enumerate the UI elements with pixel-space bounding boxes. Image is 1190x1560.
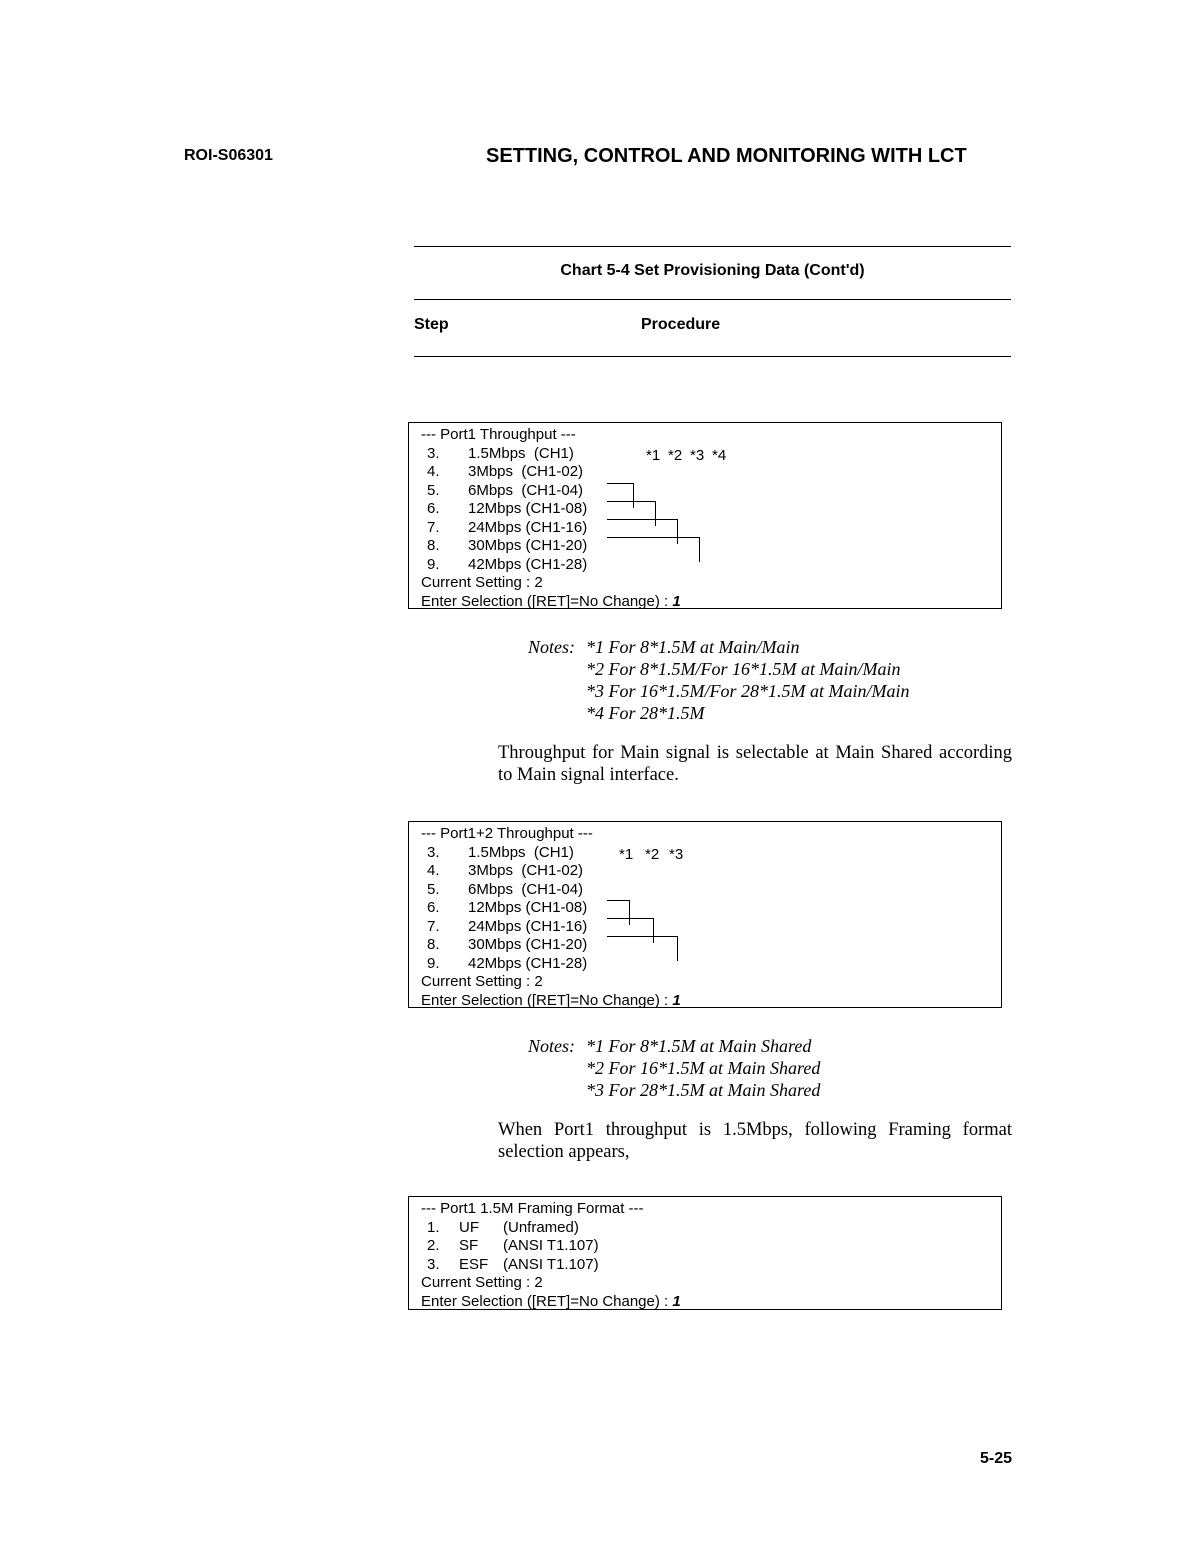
- selection-prompt: Enter Selection ([RET]=No Change) : 1: [421, 1292, 681, 1310]
- rule-top: [414, 246, 1011, 247]
- current-setting: Current Setting : 2: [421, 574, 543, 591]
- note-line: *4 For 28*1.5M: [586, 703, 705, 723]
- selection-input: 1: [672, 991, 681, 1009]
- rule-mid: [414, 299, 1011, 300]
- column-procedure: Procedure: [641, 316, 721, 333]
- selection-prompt: Enter Selection ([RET]=No Change) : 1: [421, 592, 681, 610]
- notes-block-2: [528, 1035, 820, 1101]
- menu-option: 2. SF (ANSI T1.107): [427, 1237, 599, 1254]
- screen-header: --- Port1 1.5M Framing Format ---: [421, 1200, 644, 1217]
- selection-input: 1: [672, 1292, 681, 1310]
- note-line: *2 For 8*1.5M/For 16*1.5M at Main/Main: [586, 659, 901, 679]
- terminal-screen-port12-throughput: [408, 821, 1002, 1008]
- current-setting: Current Setting : 2: [421, 973, 543, 990]
- footnote-marker: *1: [646, 447, 661, 464]
- footnote-marker: *3: [669, 846, 684, 863]
- page-number: 5-25: [980, 1450, 1013, 1467]
- menu-option: 6. 12Mbps (CH1-08): [427, 899, 588, 916]
- chart-title: Chart 5-4 Set Provisioning Data (Cont'd): [560, 262, 865, 279]
- menu-option: 4. 3Mbps (CH1-02): [427, 463, 584, 480]
- section-title: SETTING, CONTROL AND MONITORING WITH LCT: [486, 145, 967, 167]
- menu-option: 9. 42Mbps (CH1-28): [427, 954, 588, 972]
- footnote-marker: *2: [668, 447, 683, 464]
- bracket-line: [607, 537, 700, 562]
- menu-option: 3. 1.5Mbps (CH1): [427, 444, 574, 462]
- note-line: *3 For 16*1.5M/For 28*1.5M at Main/Main: [586, 681, 910, 701]
- screen-header: --- Port1+2 Throughput ---: [421, 825, 593, 842]
- notes-block-1: [528, 636, 909, 724]
- note-line: *2 For 16*1.5M at Main Shared: [586, 1058, 821, 1078]
- column-step: Step: [414, 316, 449, 333]
- paragraph-throughput: Throughput for Main signal is selectable at Main Shared according to Main signal interface.: [498, 743, 1012, 785]
- menu-option: 6. 12Mbps (CH1-08): [427, 500, 588, 517]
- screen-header: --- Port1 Throughput ---: [421, 426, 576, 443]
- menu-option: 3. ESF (ANSI T1.107): [427, 1255, 599, 1273]
- paragraph-framing: When Port1 throughput is 1.5Mbps, following Framing format selection appears,: [498, 1120, 1012, 1162]
- current-setting: Current Setting : 2: [421, 1274, 543, 1291]
- bracket-line: [607, 936, 678, 961]
- terminal-screen-port1-throughput: [408, 422, 1002, 609]
- menu-option: 8. 30Mbps (CH1-20): [427, 537, 588, 554]
- footnote-marker: *3: [690, 447, 705, 464]
- menu-option: 7. 24Mbps (CH1-16): [427, 518, 588, 536]
- menu-option: 7. 24Mbps (CH1-16): [427, 917, 588, 935]
- selection-prompt: Enter Selection ([RET]=No Change) : 1: [421, 991, 681, 1009]
- rule-bottom: [414, 356, 1011, 357]
- note-line: Notes: *1 For 8*1.5M at Main Shared: [528, 1036, 812, 1056]
- note-line: Notes: *1 For 8*1.5M at Main/Main: [528, 637, 800, 657]
- note-line: *3 For 28*1.5M at Main Shared: [586, 1080, 821, 1100]
- menu-option: 8. 30Mbps (CH1-20): [427, 936, 588, 953]
- document-id: ROI-S06301: [184, 147, 273, 164]
- footnote-marker: *4: [712, 447, 727, 464]
- menu-option: 9. 42Mbps (CH1-28): [427, 555, 588, 573]
- menu-option: 5. 6Mbps (CH1-04): [427, 880, 584, 898]
- menu-option: 1. UF (Unframed): [427, 1218, 579, 1236]
- menu-option: 4. 3Mbps (CH1-02): [427, 862, 584, 879]
- selection-input: 1: [672, 592, 681, 610]
- footnote-marker: *1: [619, 846, 634, 863]
- menu-option: 5. 6Mbps (CH1-04): [427, 481, 584, 499]
- terminal-screen-framing-format: [408, 1196, 1002, 1310]
- menu-option: 3. 1.5Mbps (CH1): [427, 843, 574, 861]
- footnote-marker: *2: [645, 846, 660, 863]
